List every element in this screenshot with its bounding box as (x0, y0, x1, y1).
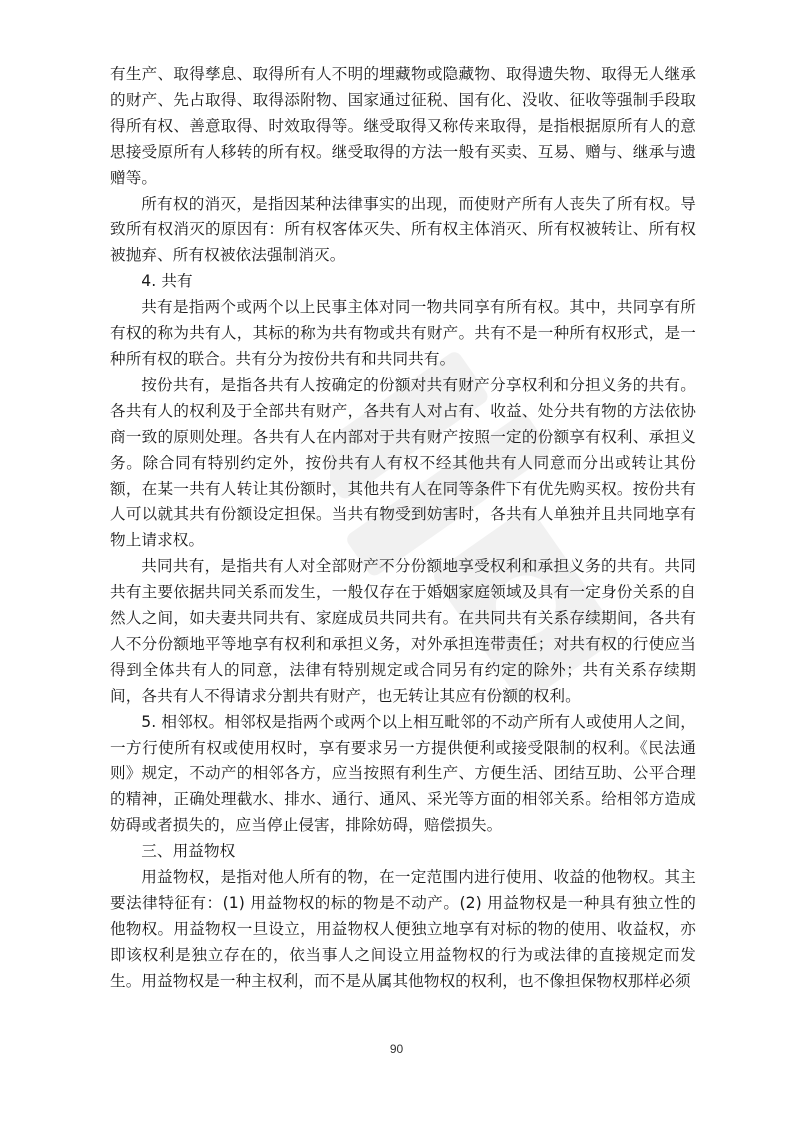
document-body (110, 62, 696, 995)
paragraph-joint-co-ownership: 共同共有，是指共有人对全部财产不分份额地享受权利和承担义务的共有。共同共有主要依据共同关系而发生，一般仅存在于婚姻家庭领域及具有一定身份关系的自然人之间，如夫妻共同共有、家庭成员共同共有。在共同共有关系存续期间，各共有人不分份额地平等地享有权利和承担义务，对外承担连带责任；对共有权的行使应当得到全体共有人的同意，法律有特别规定或合同另有约定的除外；共有关系存续期间，各共有人不得请求分割共有财产，也无转让其应有份额的权利。 (110, 557, 696, 705)
paragraph-share-co-ownership: 按份共有，是指各共有人按确定的份额对共有财产分享权利和分担义务的共有。各共有人的权利及于全部共有财产，各共有人对占有、收益、处分共有物的方法依协商一致的原则处理。各共有人在内部对于共有财产按照一定的份额享有权利、承担义务。除合同有特别约定外，按份共有人有权不经其他共有人同意而分出或转让其份额，在某一共有人转让其份额时，其他共有人在同等条件下有优先购买权。按份共有人可以就其共有份额设定担保。当共有物受到妨害时，各共有人单独并且共同地享有物上请求权。 (110, 375, 696, 550)
page-number: 90 (389, 1042, 404, 1056)
paragraph-ownership-extinction: 所有权的消灭，是指因某种法律事实的出现，而使财产所有人丧失了所有权。导致所有权消灭的原因有：所有权客体灭失、所有权主体消灭、所有权被转让、所有权被抛弃、所有权被依法强制消灭。 (110, 194, 696, 265)
paragraph-acquisition-methods: 有生产、取得孳息、取得所有人不明的埋藏物或隐藏物、取得遗失物、取得无人继承的财产、先占取得、取得添附物、国家通过征税、国有化、没收、征收等强制手段取得所有权、善意取得、时效取得等。继受取得又称传来取得，是指根据原所有人的意思接受原所有人移转的所有权。继受取得的方法一般有买卖、互易、赠与、继承与遗赠等。 (110, 65, 696, 187)
section-heading-usufruct: 三、用益物权 (141, 842, 236, 861)
paragraph-neighboring-rights: 5. 相邻权。相邻权是指两个或两个以上相互毗邻的不动产所有人或使用人之间，一方行使所有权或使用权时，享有要求另一方提供便利或接受限制的权利。《民法通则》规定，不动产的相邻各方，应当按照有利生产、方便生活、团结互助、公平合理的精神，正确处理截水、排水、通行、通风、采光等方面的相邻关系。给相邻方造成妨碍或者损失的，应当停止侵害，排除妨碍，赔偿损失。 (110, 712, 696, 835)
paragraph-usufruct-definition: 用益物权，是指对他人所有的物，在一定范围内进行使用、收益的他物权。其主要法律特征有：(1) 用益物权的标的物是不动产。(2) 用益物权是一种具有独立性的他物权。用益物权一旦设立，用益物权人便独立地享有对标的物的使用、收益权，亦即该权利是独立存在的，依当事人之间设立用益物权的行为或法律的直接规定而发生。用益物权是一种主权利，而不是从属其他物权的权利，也不像担保物权那样必须 (110, 868, 696, 990)
paragraph-co-ownership-definition: 共有是指两个或两个以上民事主体对同一物共同享有所有权。其中，共同享有所有权的称为共有人，其标的称为共有物或共有财产。共有不是一种所有权形式，是一种所有权的联合。共有分为按份共有和共同共有。 (110, 298, 696, 368)
section-heading-co-ownership: 4. 共有 (141, 272, 193, 291)
